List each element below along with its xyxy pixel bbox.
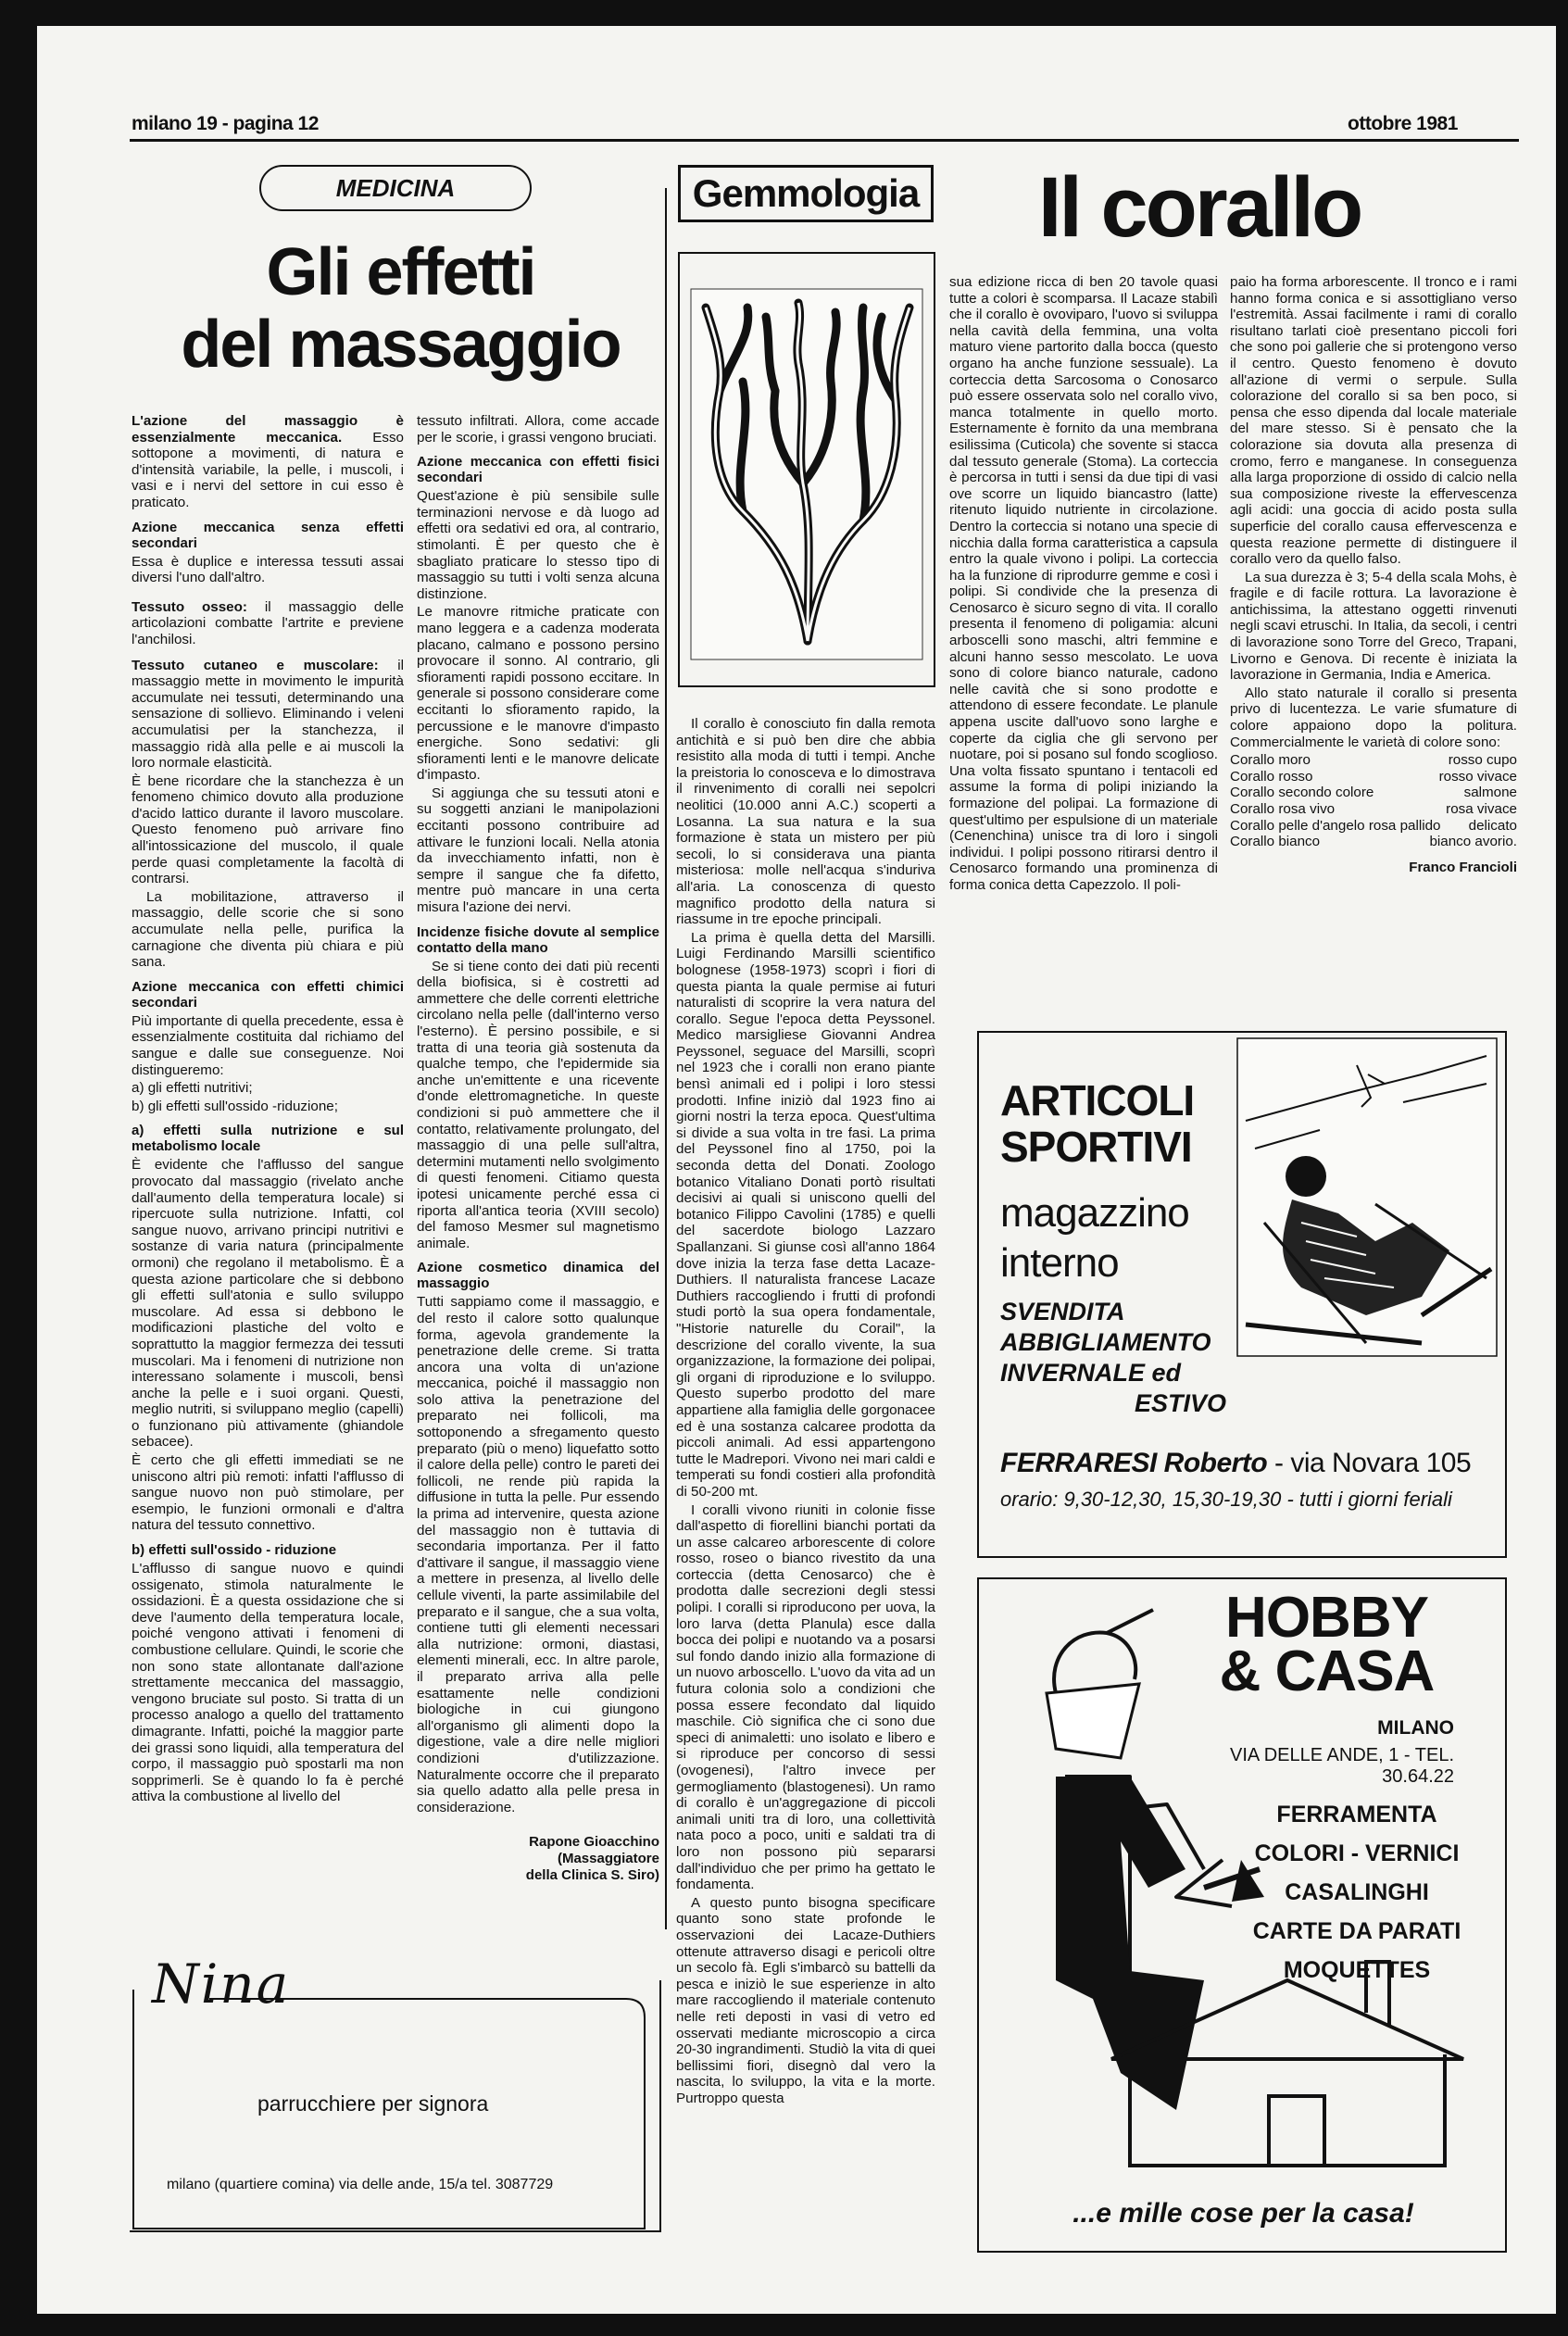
tessuto-cutaneo-text: il massaggio mette in movimento le impurità accumulate nei tessuti, determinando una sensazione di sollievo. Eliminando i veleni accumulatisi per la stanchezza, il massaggio ridà alla pelle e ai muscoli la loro normale elasticità. [132, 657, 404, 772]
color-varieties-list [1230, 752, 1517, 850]
header-rule [130, 139, 1519, 142]
subhead-nutrizione: a) effetti sulla nutrizione e sul metabolismo locale [132, 1123, 404, 1155]
variety-row-6 [1230, 834, 1517, 850]
para-conosciuto: Il corallo è conosciuto fin dalla remota antichità e si può ben dire che abbia resistito alla moda di tutti i tempi. Anche la preistoria lo conosceva e lo dimostrava il rinvenimento di coralli nei sepolcri neolitici (10.000 anni A.C.) scoperti a Losanna. La sua natura e la sua formazione è stata un mistero per più secoli, lo si considerava una pianta misteriosa: molle nell'acqua s'induriva all'aria. La conoscenza di questo magnifico prodotto della natura si riassume in tre epoche principali. [676, 716, 935, 928]
intro-lead: L'azione del massaggio è essenzialmente meccanica. [132, 413, 404, 446]
skier-illustration [1236, 1037, 1498, 1357]
para-senza: Essa è duplice e interessa tessuti assai diversi l'uno dall'altro. [132, 553, 404, 586]
variety-row-2 [1230, 769, 1517, 785]
ad-sport-hours: orario: 9,30-12,30, 15,30-19,30 - tutti i giorni feriali [1000, 1488, 1452, 1511]
section-label-medicina: MEDICINA [259, 165, 532, 211]
para-a-questo: A questo punto bisogna specificare quanto sono state profonde le osservazioni dei Lacaze-Duthiers ottenute attraverso disagi e pericoli oltre un secolo fà. Egli s'imbarcò su battelli da pesca e iniziò le sue esperienze in alto mare raccogliendo il materiale contenuto nelle reti deposti in vasi di vetro ed osservati mediante microscopio a circa 20-30 ingrandimenti. Studiò la vita di quei bellissimi fiori, disegnò dal vero la nascita, lo sviluppo, la vita e la morte. Purtroppo questa [676, 1894, 935, 2106]
author-name: Rapone Gioacchino [529, 1834, 659, 1851]
variety-row-4 [1230, 801, 1517, 818]
author-place: della Clinica S. Siro) [525, 1867, 659, 1884]
para-colonie: I coralli vivono riuniti in colonie fisse dall'aspetto di fiorellini bianchi portati da un asse calcareo arborescente di colore rosso, roseo o bianco rivestito da una corteccia (detta Cenosarco) che è prodotta dalle secrezioni degli stessi polipi. I coralli si riproducono per uova, la loro larva (detta Planula) esce dalla bocca dei polipi e nuotando va a posarsi sul fondo dando inizio alla formazione di un nuovo arboscello. L'uovo da vita ad un futura colonia solo a condizioni che possa essere fecondato dal liquido maschile. Ciò significa che ci sono due speci di animaletti: uno isolato e libero e si riproduce per concorso di sessi (ovogenesi), l'altro invece per germogliamento (blastogenesi). Un ramo di corallo è un'aggregazione di piccoli animali uniti tra di loro, una collettività nata poco a poco, uniti e saldati tra di loro non possono più separarsi dall'individuo che per primo ha gettato le fondamenta. [676, 1501, 935, 1893]
para-tessuti-atoni: Si aggiunga che su tessuti atoni e su soggetti anziani le manipolazioni eccitanti possono contribuire ad attivare le funzioni locali. Nella atonia da invecchiamento infatti, non è sempre il sangue che fa difetto, mentre può mancare in una certa misura l'azione dei nervi. [417, 785, 659, 916]
variety-row-1 [1230, 752, 1517, 769]
ad-sport-title [1000, 1077, 1194, 1170]
variety-color: salmone [1463, 785, 1517, 801]
coral-illustration [678, 252, 935, 687]
page-header-left: milano 19 - pagina 12 [132, 113, 319, 134]
variety-color: rosso cupo [1448, 752, 1517, 769]
right-article-column-3 [1230, 274, 1517, 1015]
para-arborescente: paio ha forma arborescente. Il tronco e i rami hanno forma conica e si assottigliano verso l'estremità. Assai facilmente i rami di corallo risultano tarlati cioè presentano piccoli fori che sono poi gallerie che si protengono verso il centro. Questo fenomeno è dovuto all'azione di vermi o serpule. Sulla colorazione del corallo si sa ben poco, si pensa che esso dipenda dal locale materiale del mare stesso. Si è pensato che la colorazione sia dovuta alla presenza di cromo, ferro e manganese. In conseguenza alla larga proporzione di ossido di calcio nella sua composizione riveste la effervescenza agli acidi: una goccia di acido posta sulla superficie del corallo causa effervescenza e questa reazione permette di distinguere il corallo vero da quello falso. [1230, 274, 1517, 568]
para-edizione: sua edizione ricca di ben 20 tavole quasi tutte a colori è scomparsa. Il Lacaze stabilì che il corallo è ovoviparo, l'uovo si sviluppa nella cavità della femmina, una volta maturo viene partorito dalla bocca (questo organo ha anche funzione sessuale). La corteccia detta Sarcosoma o Conosarco può essere osservata solo nel corallo vivo, manca totalmente in quello morto. Esternamente è fornito da una membrana esilissima (Cuticola) che sovente si stacca dal tessuto generale (Stoma). La corteccia è percorsa in tutti i sensi da due tipi di vasi ove scorre un liquido biancastro (latte) ritenuto liquido nutriente in circolazione. Dentro la corteccia si notano una specie di nicchia dalla forma caratteristica a capsula entro la quale vivono i polipi. La corteccia ha la funzione di riprodurre gemme e così i polipi. Si condivide che la presenza di Cenosarco è sicuro segno di vita. Il corallo presenta il fenomeno di poligamia: alcuni arboscelli sono maschi, altri femmine e alcuni hanno sesso mescolato. Le uova sono di colore bianco naturale, cadono nelle cavità che si sono prodotte e attendono di essere fecondate. Le planule appena uscite dall'uovo sono larghe e coperte da ciglia che gli servono per nuotare, poi si posano sul fondo scoglioso. Una volta fissato spuntano i tentacoli ed assume la forma di polipi iniziando la formazione del polipai. La formazione di quest'ultimo per espulsione di un materiale (Cenenchina) unisce tra di loro i singoli individui. I polipi possono ritirarsi dentro il Cenosarco formando una prominenza di forma conica detta Capezzolo. Il poli- [949, 274, 1218, 893]
variety-name: Corallo bianco [1230, 834, 1321, 850]
right-article-column-1 [676, 716, 935, 2106]
ad-sport-title-line1: ARTICOLI [1000, 1076, 1195, 1124]
ad-sport-offer4: ESTIVO [1135, 1389, 1227, 1417]
subhead-con-effetti-chimici: Azione meccanica con effetti chimici secondari [132, 978, 404, 1011]
section-label-gemmologia: Gemmologia [678, 165, 934, 222]
para-marsilli: La prima è quella detta del Marsilli. Luigi Ferdinando Marsilli scientifico bolognese (1958-1973) scoprì i fiori di questa pianta la quale permise ai futuri naturalisti di scoprire la vera natura del corallo. Segue l'epoca detta Peyssonel. Medico marsigliese Giovanni Andrea Peyssonel, seguace del Marsilli, scoprì nel 1923 che i coralli non erano piante bensì animali ed i polipi i loro stessi prodotti. Infine iniziò dal 1923 fino ai giorni nostri la terza epoca. Quest'ultima si divide a sua volta in tre fasi. La prima del Peyssonel fino al 1750, poi la seconda detta del Donati. Zoologo botanico Vitaliano Donati portò risultati decisivi ai quali si uniscono quelli del botanico Filippo Cavolini (1785) e quelli del sacerdote biologo Lazzaro Spallanzani. Si giunse così all'anno 1864 dove inizia la terza fase detta Lacaze-Duthiers. Il naturalista francese Lacaze Duthiers raccogliendo i frutti di profondi studi portò la sua opera fondamentale, "Historie naturelle du Corail", la descrizione del corallo vivente, la sua organizzazione, la formazione dei polipai, gli organi di riproduzione e lo sviluppo. Questo superbo prodotto del mare appartiene alla famiglia delle gorgonacee ed è una sostanza calcaree prodotta da piccoli animali. Ad essi appartengono tutte le Madrepori. Vivono nei mari caldi e temperati su fondi costieri alla profondità di 50-200 mt. [676, 929, 935, 1500]
ad-hobby-product: MOQUETTES [1283, 1957, 1431, 1983]
article-title-line1: Gli effetti [266, 235, 535, 309]
ad-hobby-address: VIA DELLE ANDE, 1 - TEL. 30.64.22 [1230, 1745, 1454, 1787]
para-incidenze: Se si tiene conto dei dati più recenti della biofisica, si è costretti ad ammettere che delle correnti elettriche circolano nella pelle (dall'interno verso l'esterno). È persino possibile, e si tratta di una teoria già sostenuta da qualche tempo, che l'epidermide sia anche un'emittente e una ricevente d'onde elettromagnetiche. In queste condizioni si può ammettere che il contatto, relativamente prolungato, del massaggio di una pelle sull'altra, determini mutamenti nello svolgimento di questi fenomeni. Citiamo questa ipotesi unicamente perché essa ci riporta all'antica teoria (XVIII secolo) del famoso Mesmer sul magnetismo animale. [417, 958, 659, 1251]
para-stanchezza: È bene ricordare che la stanchezza è un fenomeno chimico dovuto alla produzione d'acido lattico durante il lavoro muscolare. Questo fenomeno può arrivare fino all'intossicazione del muscolo, il quale perde quasi completamente la facoltà di contrarsi. [132, 772, 404, 887]
ad-sport-shop [1000, 1448, 1471, 1479]
para-manovre: Le manovre ritmiche praticate con mano leggera e a cadenza moderata placano, calmano e possono persino provocare il sonno. Al contrario, gli sfioramenti rapidi possono eccitare. In generale si possono considerare come eccitanti lo sfioramento rapido, la percussione e le manovre d'impasto energiche. Sono sedativi: gli sfioramenti lenti e le manovre delicate d'impasto. [417, 604, 659, 784]
ad-nina-address: milano (quartiere comina) via delle ande, 15/a tel. 3087729 [167, 2177, 554, 2192]
ad-sport-offer [1000, 1297, 1226, 1419]
tessuto-osseo-label: Tessuto osseo: [132, 598, 247, 615]
author-signature [417, 1834, 659, 1884]
intro-text: Esso sottopone a movimenti, di natura e d'intensità variabile, la pelle, i muscoli, i vasi e i nervi del settore in cui esso è praticato. [132, 429, 404, 510]
tessuto-cutaneo-label: Tessuto cutaneo e muscolare: [132, 657, 379, 673]
variety-name: Corallo moro [1230, 752, 1311, 769]
variety-row-5 [1230, 818, 1517, 835]
variety-name: Corallo rosa vivo [1230, 801, 1336, 817]
variety-color: bianco avorio. [1429, 834, 1517, 850]
left-article-column-2 [417, 413, 659, 1928]
para-mobilitazione: La mobilitazione, attraverso il massaggio, delle scorie che si sono accumulate nella pelle, purifica la carnagione che diventa più chiara e più sana. [132, 888, 404, 971]
para-certo: È certo che gli effetti immediati se ne uniscono altri più remoti: infatti l'afflusso di sangue nuovo non può stimolare, per esempio, le funzioni ormonali e d'altra natura del tessuto connettivo. [132, 1452, 404, 1534]
handyman-house-illustration [991, 1586, 1491, 2184]
ad-sport-offer2: ABBIGLIAMENTO [1000, 1328, 1211, 1356]
tessuto-osseo-text: il massaggio delle articolazioni combatte l'artrite e previene l'anchilosi. [132, 598, 404, 647]
ad-hobby-product: COLORI - VERNICI [1254, 1840, 1460, 1866]
subhead-ossido: b) effetti sull'ossido - riduzione [132, 1542, 337, 1559]
ad-hobby-product: CARTE DA PARATI [1252, 1918, 1461, 1944]
para-cosmetico: Tutti sappiamo come il massaggio, e del resto il calore sotto qualunque forma, agevola grandemente la penetrazione delle creme. Si tratta ancora una volta di un'azione meccanica, poiché il massaggio non solo attiva la penetrazione del preparato nei follicoli, ma sottoponendo a sfregamento questo preparato (più o meno) liquefatto sotto il calore della pelle) contro le pareti dei follicoli, ne rende più rapida la diffusione in tutta la pelle. Pur essendo la prima ad intervenire, questa azione del massaggio non è tuttavia di secondaria importanza. Per il fatto d'attivare il sangue, il massaggio viene a mettere in presenza, al livello delle cellule viventi, la parte assimilabile del preparato e il sangue, che a sua volta, contiene tutti gli elementi necessari alla nutrizione: ormoni, diastasi, elementi minerali, ecc. In altre parole, il preparato arriva alla pelle esattamente nelle condizioni biologiche in cui giungono all'organismo gli alimenti dopo la digestione, vale a dire nelle migliori condizioni d'utilizzazione. Naturalmente occorre che il preparato sia quello adatto alla pelle presa in considerazione. [417, 1294, 659, 1815]
variety-color: rosso vivace [1438, 768, 1517, 785]
para-stato-naturale: Allo stato naturale il corallo si presenta privo di lucentezza. Le varie sfumature di colore appaiono dopo la politura. Commercialmente le varietà di colore sono: [1230, 684, 1517, 750]
ad-sport-magazzino [1000, 1188, 1189, 1288]
variety-row-3 [1230, 785, 1517, 801]
ad-hobby-product: FERRAMENTA [1276, 1802, 1437, 1827]
subhead-senza-effetti: Azione meccanica senza effetti secondari [132, 519, 404, 551]
page-header-right: ottobre 1981 [1348, 113, 1458, 134]
ad-hobby-title-line1: HOBBY [1225, 1586, 1428, 1650]
article-divider [665, 188, 667, 1929]
ad-hobby-product: CASALINGHI [1285, 1879, 1429, 1905]
ad-nina-logo: Nina [152, 1953, 291, 2016]
para-tessuto-infiltrati: tessuto infiltrati. Allora, come accade per le scorie, i grassi vengono bruciati. [417, 413, 659, 446]
para-chimici: Più importante di quella precedente, essa è essenzialmente costituita dal richiamo del sangue e dalle sue conseguenze. Noi distingueremo: [132, 1012, 404, 1078]
ad-sport-line3: magazzino [1000, 1190, 1189, 1236]
para-durezza: La sua durezza è 3; 5-4 della scala Mohs, è fragile e di facile rottura. La lavorazione è antichissima, la attestano oggetti rinvenuti negli scavi etruschi. In Italia, da secoli, i centri di lavorazione sono Torre del Greco, Trapani, Livorno e Genova. Di recente è iniziata la lavorazione in Germania, India e America. [1230, 569, 1517, 684]
article-title-corallo: Il corallo [1037, 160, 1361, 255]
article-title-line2: del massaggio [181, 308, 621, 382]
para-ossido: L'afflusso di sangue nuovo e quindi ossigenato, stimola naturalmente le ossidazioni. È a questa ossidazione che si deve l'aumento della temperatura locale, poiché vengono attivati i fenomeni di combustione cellulare. Quindi, le scorie che non sono state allontanate dall'azione strettamente meccanica del massaggio, vengono bruciate sul posto. Si tratta di un processo analogo a quello del trattamento dimagrante. Infatti, poiché la maggior parte dei grassi sono liquidi, alla temperatura del corpo, il massaggio può spostarli ma non sopprimerli. Se è quando lo fa è perché attiva la combustione al livello del [132, 1561, 404, 1805]
variety-name: Corallo rosso [1230, 768, 1313, 785]
para-fisici: Quest'azione è più sensibile sulle terminazioni nervose e dà luogo ad effetti ora sedativi ed ora, al contrario, stimolanti. È per questo che è sbagliato praticare lo stesso tipo di massaggio su tutti i volti senza alcuna distinzione. [417, 488, 659, 602]
subhead-cosmetico: Azione cosmetico dinamica del massaggio [417, 1260, 659, 1292]
list-a: a) gli effetti nutritivi; [132, 1080, 253, 1097]
ad-sport-offer1: SVENDITA [1000, 1298, 1125, 1325]
ad-sport-title-line2: SPORTIVI [1000, 1123, 1192, 1171]
author-role: (Massaggiatore [557, 1851, 659, 1867]
coral-author: Franco Francioli [1409, 859, 1517, 875]
ad-hobby-slogan: ...e mille cose per la casa! [1073, 2198, 1414, 2229]
left-article-column-1 [132, 413, 404, 1877]
subhead-fisici: Azione meccanica con effetti fisici secondari [417, 454, 659, 486]
ad-sport-street: - via Novara 105 [1267, 1448, 1472, 1478]
right-article-column-2 [949, 274, 1218, 1015]
ad-sport-shop-name: FERRARESI Roberto [1000, 1448, 1268, 1478]
ad-sport-offer3: INVERNALE ed [1000, 1359, 1182, 1387]
para-nutrizione: È evidente che l'afflusso del sangue provocato dal massaggio (rivelato anche dall'aumento della temperatura locale) si ripercuote sulla nutrizione. Infatti, col sangue nuovo, arrivano principi nutritivi e sostanze di varia natura (principalmente ormoni) che regolano il metabolismo. È a questa azione particolare che si debbono gli effetti sull'atonia e sullo sviluppo muscolare. Ad essa si debbono le modificazioni plastiche del volto e soprattutto la maggior fermezza dei tessuti muscolari. Ma i fenomeni di nutrizione non interessano solamente i muscoli, bensì anche la pelle e i suoi organi. Questi, meglio nutriti, si sviluppano meglio (capelli) o funzionano più attivamente (ghiandole sebacee). [132, 1157, 404, 1451]
ad-hobby-title-line2: & CASA [1219, 1639, 1435, 1703]
subhead-incidenze: Incidenze fisiche dovute al semplice contatto della mano [417, 923, 659, 956]
newspaper-page [37, 26, 1556, 2314]
variety-name: Corallo secondo colore [1230, 785, 1374, 801]
variety-color: delicato [1468, 817, 1517, 834]
ad-nina-tagline: parrucchiere per signora [257, 2091, 489, 2116]
ad-hobby-city: MILANO [1377, 1717, 1454, 1739]
variety-name: Corallo pelle d'angelo rosa pallido [1230, 817, 1441, 834]
ad-sport-line4: interno [1000, 1240, 1119, 1286]
list-b: b) gli effetti sull'ossido -riduzione; [132, 1098, 338, 1114]
variety-color: rosa vivace [1446, 801, 1517, 817]
